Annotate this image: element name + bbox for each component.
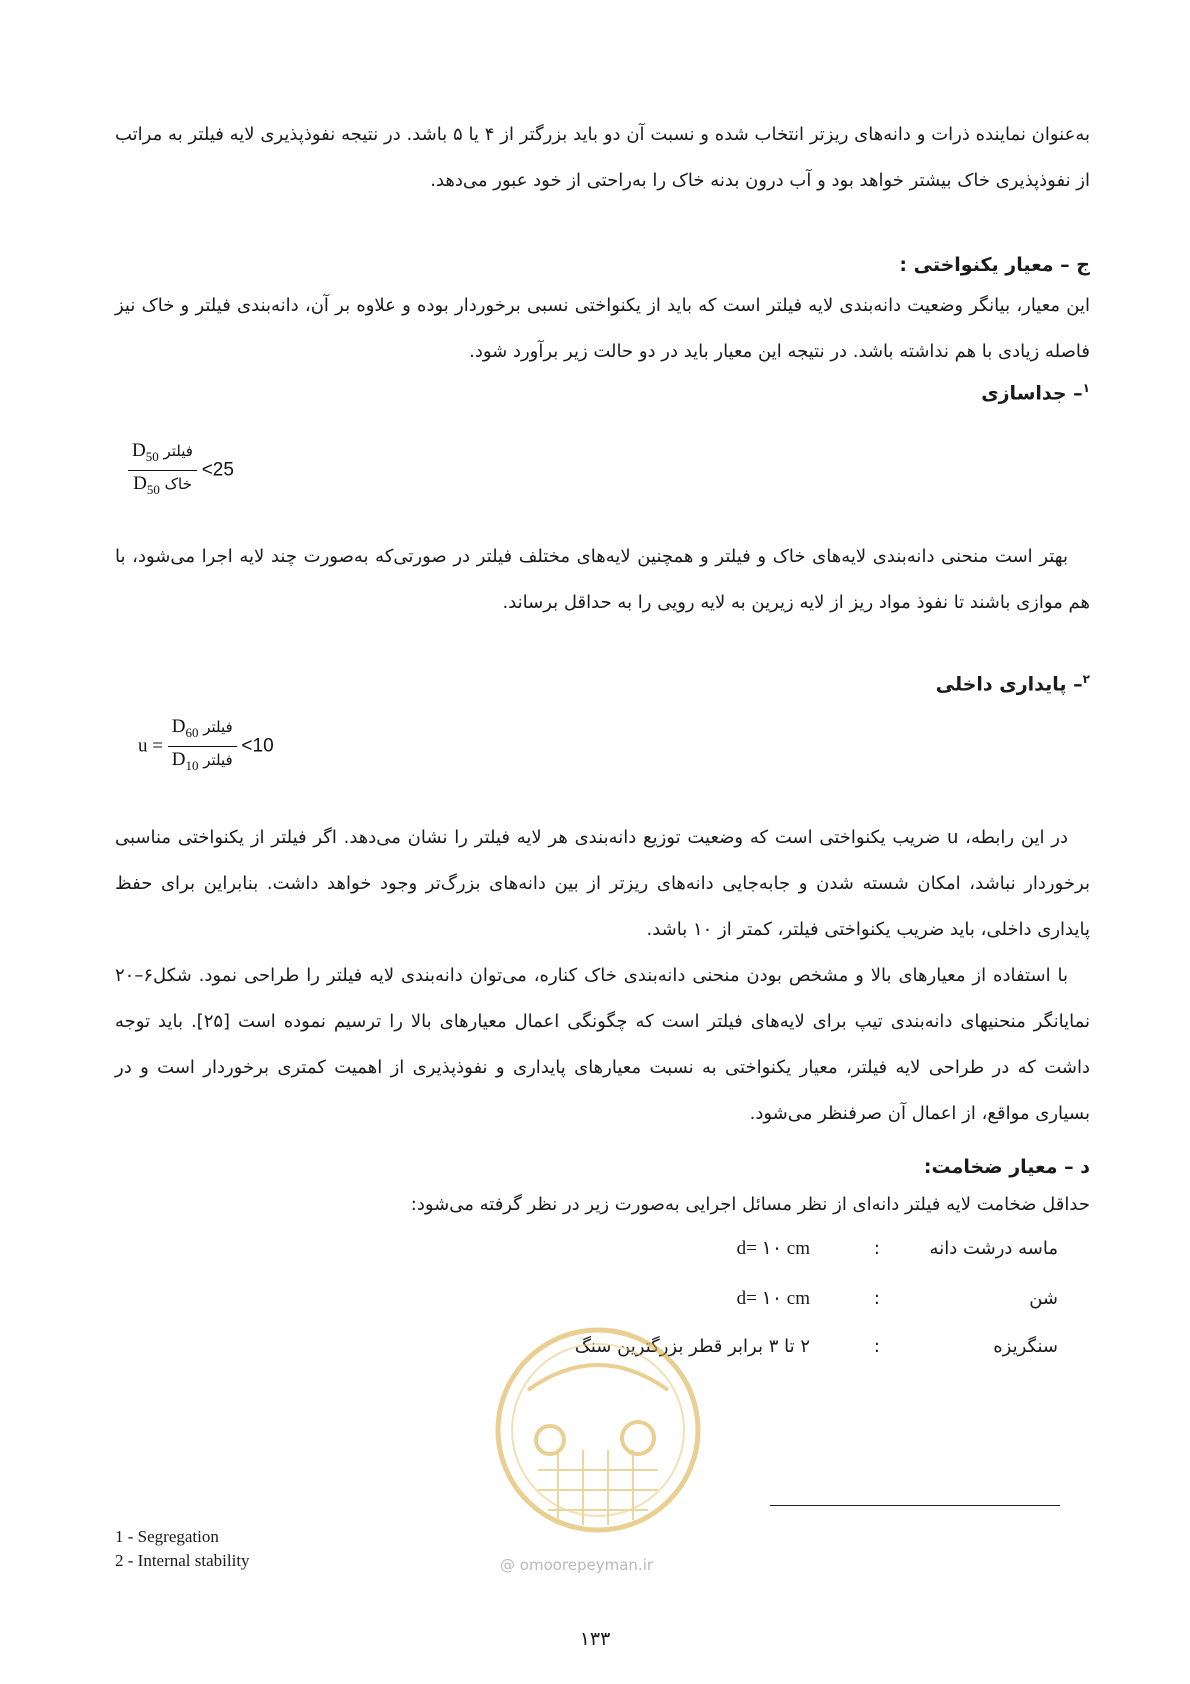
thickness-row	[358, 1332, 1058, 1362]
row-colon: :	[873, 1288, 880, 1309]
filter-design-paragraph: با استفاده از معیارهای بالا و مشخص بودن منحنی دانه‌بندی خاک کناره، می‌توان دانه‌بندی لایه فیلتر را طراحی نمود. شکل۶–۲۰ نمایانگر منحنیهای دانه‌بندی تیپ برای لایه‌های فیلتر است که چگونگی اعمال معیارهای بالا را ترسیم نموده است [۲۵]. باید توجه داشت که در طراحی لایه فیلتر، معیار یکنواختی به نسبت معیارهای پایداری و نفوذپذیری از اهمیت کمتری برخوردار است و در بسیاری مواقع، از اعمال آن صرفنظر می‌شود.	[115, 965, 1090, 1124]
segregation-note: بهتر است منحنی دانه‌بندی لایه‌های خاک و فیلتر و همچنین لایه‌های مختلف فیلتر در صورتی‌که به‌صورت چند لایه اجرا می‌شود، با هم موازی باشند تا نفوذ مواد ریز از لایه زیرین به لایه رویی را به حداقل برساند.	[115, 546, 1090, 613]
segregation-relation: <25	[201, 459, 234, 481]
thickness-value: d= ۱۰ cm	[736, 1238, 810, 1259]
intro-paragraph: به‌عنوان نماینده ذرات و دانه‌های ریزتر انتخاب شده و نسبت آن دو باید بزرگتر از ۴ یا ۵ باشد. در نتیجه نفوذپذیری لایه فیلتر به مراتب از نفوذپذیری خاک بیشتر خواهد بود و آب درون بدنه خاک را به‌راحتی از خود عبور می‌دهد.	[115, 124, 1090, 191]
section-d-title: د – معیار ضخامت:	[923, 1156, 1090, 1178]
uniformity-relation: <10	[241, 735, 274, 757]
internal-stability-heading-text: – پایداری داخلی	[935, 673, 1083, 696]
uniformity-fraction	[168, 714, 237, 779]
thickness-value: d= ۱۰ cm	[736, 1288, 810, 1309]
uniformity-explanation: در این رابطه، u ضریب یکنواختی است که وضعیت توزیع دانه‌بندی هر لایه فیلتر را نشان می‌دهد. اگر فیلتر از یکنواختی مناسبی برخوردار نباشد، امکان شسته شدن و جابه‌جایی دانه‌های ریزتر از بین دانه‌های بزرگ‌تر وجود خواهد داشت. بنابراین برای حفظ پایداری داخلی، باید ضریب یکنواختی فیلتر، کمتر از ۱۰ باشد.	[115, 827, 1090, 940]
material-name: ماسه درشت دانه	[929, 1238, 1058, 1259]
footnote-1: 1 - Segregation	[115, 1527, 219, 1546]
watermark-url: @ omoorepeyman.ir	[500, 1556, 654, 1574]
material-name: شن	[1029, 1288, 1058, 1309]
footnote-mark-2: ۲	[1082, 672, 1090, 686]
segregation-fraction	[128, 438, 197, 503]
uniformity-lhs: u =	[138, 735, 163, 757]
page-number: ۱۳۳	[579, 1628, 611, 1650]
footnote-mark-1: ۱	[1082, 381, 1090, 395]
footnote-2: 2 - Internal stability	[115, 1551, 250, 1570]
fraction-numerator: $D_{50}$ فیلتر	[128, 438, 197, 471]
footnotes	[115, 1525, 250, 1573]
segregation-heading-text: – جداسازی	[981, 382, 1083, 405]
row-colon: :	[873, 1336, 880, 1357]
material-name: سنگریزه	[993, 1336, 1058, 1357]
fraction-denominator: $D_{50}$ خاک	[133, 472, 192, 497]
section-d-intro: حداقل ضخامت لایه فیلتر دانه‌ای از نظر مسائل اجرایی به‌صورت زیر در نظر گرفته می‌شود:	[410, 1194, 1090, 1215]
thickness-value: ۲ تا ۳ برابر قطر بزرگترین سنگ	[574, 1336, 810, 1357]
section-c-body: این معیار، بیانگر وضعیت دانه‌بندی لایه فیلتر است که باید از یکنواختی نسبی برخوردار بوده و علاوه بر آن، دانه‌بندی فیلتر و خاک نیز فاصله زیادی با هم نداشته باشد. در نتیجه این معیار باید در دو حالت زیر برآورد شود.	[115, 295, 1090, 362]
thickness-row	[358, 1234, 1058, 1264]
segregation-formula	[128, 438, 234, 503]
segregation-heading	[981, 373, 1090, 408]
footnote-separator	[770, 1505, 1060, 1506]
fraction-denominator: $D_{10}$ فیلتر	[171, 748, 233, 773]
internal-stability-heading	[936, 664, 1090, 699]
row-colon: :	[873, 1238, 880, 1259]
uniformity-formula	[138, 714, 274, 779]
section-c-title: ج – معیار یکنواختی :	[899, 254, 1090, 276]
fraction-numerator: $D_{60}$ فیلتر	[168, 714, 237, 747]
thickness-row	[358, 1284, 1058, 1314]
